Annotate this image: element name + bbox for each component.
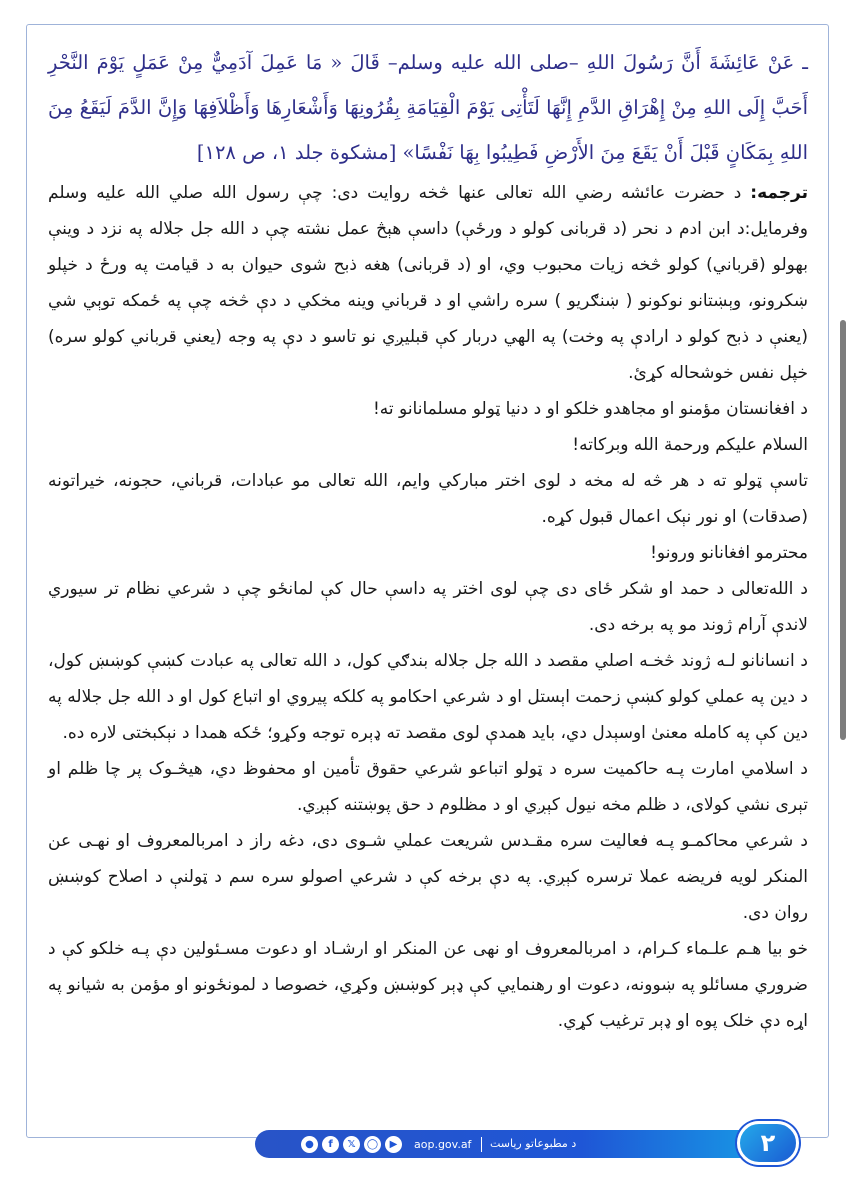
document-body [48, 40, 808, 1039]
translation-paragraph [48, 175, 808, 391]
paragraph-sharia-courts: د شرعي محاکمـو پـه فعالیت سره مقـدس شریعت عملي شـوی دی، دغه راز د امربالمعروف او نهـی عن المنکر لویه فریضه عملا ترسره کېږي. په دې برخه کې د شرعي اصولو سره سم د ټولنې د اصلاح کوښښ روان دی. [48, 831, 808, 923]
footer-divider [481, 1137, 482, 1152]
paragraph-praise: د الله‌تعالی د حمد او شکر ځای دی چې لوی اختر په داسې حال کې لمانځو چې د شرعي نظام تر سیوري لاندې آرام ژوند مو په برخه دی. [48, 579, 808, 635]
paragraph-eid-wishes: تاسې ټولو ته د هر څه له مخه د لوی اختر مبارکي وایم، الله تعالی مو عبادات، قرباني، حجونه، خیراتونه (صدقات) او نور نېک اعمال قبول کړه. [48, 471, 808, 527]
paragraph-scholars: خو بیا هـم علـماء کـرام، د امربالمعروف او نهی عن المنکر او ارشـاد او دعوت مسـئولین دې پـه خلکو کې د ضروري مسائلو په ښوونه، دعوت او رهنمایي کې ډېر کوښښ وکړي، خصوصا د لمونځونو او مؤمن به شیانو په اړه دې خلک پوه او ډېر ترغیب کړي. [48, 939, 808, 1031]
paragraph-islamic-emirate: د اسلامي امارت پـه حاکمیت سره د ټولو اتباعو شرعي حقوق تأمین او محفوظ دي، هیڅـوک پر چا ظلم او تېری نشي کولای، د ظلم مخه نیول کېږي او د مظلوم د حق پوښتنه کېږي. [48, 759, 808, 815]
hadith-text: ـ عَنْ عَائِشَةَ أَنَّ رَسُولَ اللهِ –صلى الله عليه وسلم– قَالَ « مَا عَمِلَ آدَمِيٌّ مِنْ عَمَلٍ يَوْمَ النَّحْرِ أَحَبَّ إِلَى اللهِ مِنْ إِهْرَاقِ الدَّمِ إِنَّهَا لَتَأْتِى يَوْمَ الْقِيَامَةِ بِقُرُونِهَا وَأَشْعَارِهَا وَأَظْلاَفِهَا وَإِنَّ الدَّمَ لَيَقَعُ مِنَ اللهِ بِمَكَانٍ قَبْلَ أَنْ يَقَعَ مِنَ الأَرْضِ فَطِيبُوا بِهَا نَفْسًا» [مشكوة جلد ۱، ص ۱۲۸] [48, 51, 808, 164]
footer-publisher: د مطبوعاتو ریاست [490, 1137, 577, 1150]
paragraph-purpose-of-life: د انسانانو لـه ژوند څخـه اصلي مقصد د الله جل جلاله بندګي کول، د الله تعالی په عبادت کښې کوښښ کول، د دین په عملي کولو کښې زحمت اېستل او د شرعي احکامو په کلکه پیروي او اتباع کول او د الله جل جلاله په دین کې په کامله معنیٰ اوسېدل دي، باید همدې لوی مقصد ته ډېره توجه وکړو؛ ځکه همدا د نېکبختی لاره ده. [48, 651, 808, 743]
globe-icon[interactable]: ● [301, 1136, 318, 1153]
translation-text: د حضرت عائشه رضي الله تعالی عنها څخه روایت دی: چې رسول الله صلي الله علیه وسلم وفرمایل:د ابن ادم د نحر (د قربانی کولو د ورځې) داسې هېڅ عمل نشته چې د الله جل جلاله په نزد د وینې بهولو (قرباني) کولو څخه زیات محبوب وي، او (د قربانی) هغه ذبح شوی حیوان به د قیامت په ورځ د خپلو ښکرونو، وېښتانو نوکونو ( ښنګریو ) سره راشي او د قرباني وینه مخکي د دې څخه چې په ځمکه توېي شي (یعنې د ذبح کولو د ارادې په وخت) په الهي دربار کې قبلیږي نو تاسو د دې په وجه (یعني قرباني کولو سره) خپل نفس خوشحاله کړئ. [48, 183, 808, 383]
paragraph-address: د افغانستان مؤمنو او مجاهدو خلکو او د دنیا ټولو مسلمانانو ته! [372, 399, 808, 419]
page-number-badge: ۲ [737, 1121, 799, 1165]
instagram-icon[interactable]: ◯ [364, 1136, 381, 1153]
scrollbar-thumb[interactable] [840, 320, 846, 740]
youtube-icon[interactable]: ▶ [385, 1136, 402, 1153]
footer-url[interactable]: aop.gov.af [414, 1138, 472, 1151]
x-icon[interactable]: 𝕏 [343, 1136, 360, 1153]
paragraph-address-afghans: محترمو افغانانو ورونو! [650, 543, 808, 563]
facebook-icon[interactable]: f [322, 1136, 339, 1153]
paragraph-greeting: السلام علیکم ورحمة الله وبرکاته! [572, 435, 808, 455]
translation-label: ترجمه: [750, 183, 808, 203]
social-icons [301, 1136, 402, 1153]
